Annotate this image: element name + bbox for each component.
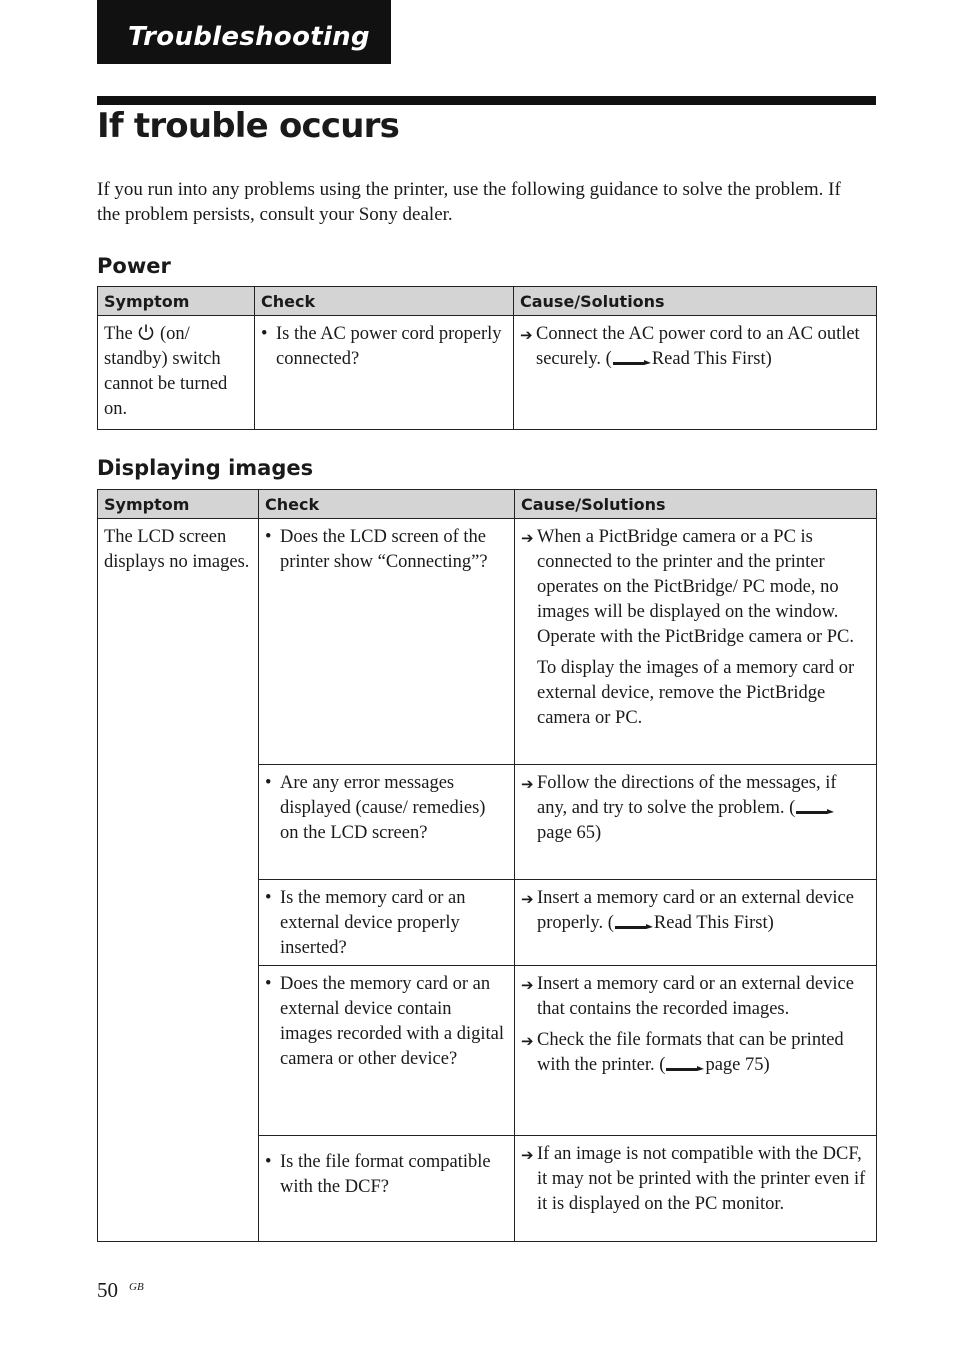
solution-text: When a PictBridge camera or a PC is connected to the printer and the printer operates on the PictBridge/ PC mode, no images will be displayed on the window. Operate with the PictBridge camera or PC.	[537, 527, 854, 647]
page-reference-icon	[665, 1060, 705, 1072]
region-code: GB	[129, 1281, 144, 1293]
intro-text: If you run into any problems using the printer, use the following guidance to solve the problem. If the problem persists, consult your Sony dealer.	[97, 179, 841, 225]
reference-text: page 75)	[705, 1055, 770, 1075]
bullet-icon: •	[265, 527, 272, 547]
arrow-icon: ➔	[521, 775, 534, 793]
solution-cell	[515, 880, 877, 966]
symptom-header: Symptom	[98, 287, 255, 316]
arrow-icon: ➔	[520, 326, 533, 344]
check-text: Does the LCD screen of the printer show “Connecting”?	[280, 527, 488, 572]
bullet-icon: •	[265, 773, 272, 793]
arrow-icon: ➔	[521, 1146, 534, 1164]
solution-cell	[515, 519, 877, 765]
cause-header: Cause/Solutions	[515, 490, 877, 519]
check-cell	[259, 765, 515, 880]
reference-text: Read This First)	[651, 349, 772, 369]
power-table	[97, 286, 877, 430]
solution-cell	[514, 316, 877, 430]
check-cell	[259, 966, 515, 1136]
check-text: Is the memory card or an external device properly inserted?	[280, 888, 466, 958]
check-cell	[259, 1136, 515, 1242]
solution-text: Check the file formats that can be printed with the printer. (	[537, 1030, 844, 1075]
solution-cell	[515, 765, 877, 880]
bullet-icon: •	[265, 974, 272, 994]
check-text: Does the memory card or an external device contain images recorded with a digital camera or other device?	[280, 974, 504, 1069]
solution-text: Connect the AC power cord to an AC outlet securely. (	[536, 324, 860, 369]
arrow-icon: ➔	[521, 976, 534, 994]
check-text: Is the file format compatible with the DCF?	[280, 1152, 491, 1197]
solution-text: Follow the directions of the messages, if any, and try to solve the problem. (	[537, 773, 837, 818]
symptom-text-start: The	[104, 324, 133, 344]
arrow-icon: ➔	[521, 1032, 534, 1050]
page-reference-icon	[612, 354, 652, 366]
page-reference-icon	[795, 803, 835, 815]
table-row	[98, 519, 877, 765]
cause-header: Cause/Solutions	[514, 287, 877, 316]
table-row	[98, 316, 877, 430]
check-text: Is the AC power cord properly connected?	[276, 324, 502, 369]
arrow-icon: ➔	[521, 529, 534, 547]
page-number: 50	[97, 1278, 118, 1302]
displaying-images-heading: Displaying images	[97, 456, 314, 480]
section-label: Troubleshooting	[128, 22, 370, 52]
power-heading: Power	[97, 254, 171, 278]
check-cell	[259, 519, 515, 765]
symptom-text-end: (on/ standby) switch cannot be turned on.	[104, 324, 228, 419]
solution-note: To display the images of a memory card or external device, remove the PictBridge camera or PC.	[537, 658, 855, 728]
page-title: If trouble occurs	[97, 106, 400, 146]
bullet-icon: •	[265, 1152, 272, 1172]
solution-text: Insert a memory card or an external device properly. (	[537, 888, 854, 933]
page-reference-icon	[614, 918, 654, 930]
symptom-header: Symptom	[98, 490, 259, 519]
section-tab	[97, 0, 391, 64]
solution-text: Insert a memory card or an external device that contains the recorded images.	[537, 974, 854, 1019]
symptom-cell	[98, 316, 255, 430]
reference-text: Read This First)	[653, 913, 774, 933]
bullet-icon: •	[265, 888, 272, 908]
symptom-cell: The LCD screen displays no images.	[98, 519, 259, 1242]
check-text: Are any error messages displayed (cause/ remedies) on the LCD screen?	[280, 773, 486, 843]
displaying-table-header	[98, 490, 877, 519]
check-header: Check	[255, 287, 514, 316]
arrow-icon: ➔	[521, 890, 534, 908]
solution-cell	[515, 1136, 877, 1242]
solution-cell	[515, 966, 877, 1136]
check-header: Check	[259, 490, 515, 519]
solution-text: If an image is not compatible with the DCF, it may not be printed with the printer even if it is displayed on the PC monitor.	[537, 1144, 866, 1214]
bullet-icon: •	[261, 324, 268, 344]
check-cell	[255, 316, 514, 430]
reference-text: page 65)	[537, 823, 602, 843]
title-rule	[97, 96, 876, 105]
power-icon	[137, 323, 155, 341]
displaying-images-table	[97, 489, 877, 1242]
check-cell	[259, 880, 515, 966]
power-table-header	[98, 287, 877, 316]
